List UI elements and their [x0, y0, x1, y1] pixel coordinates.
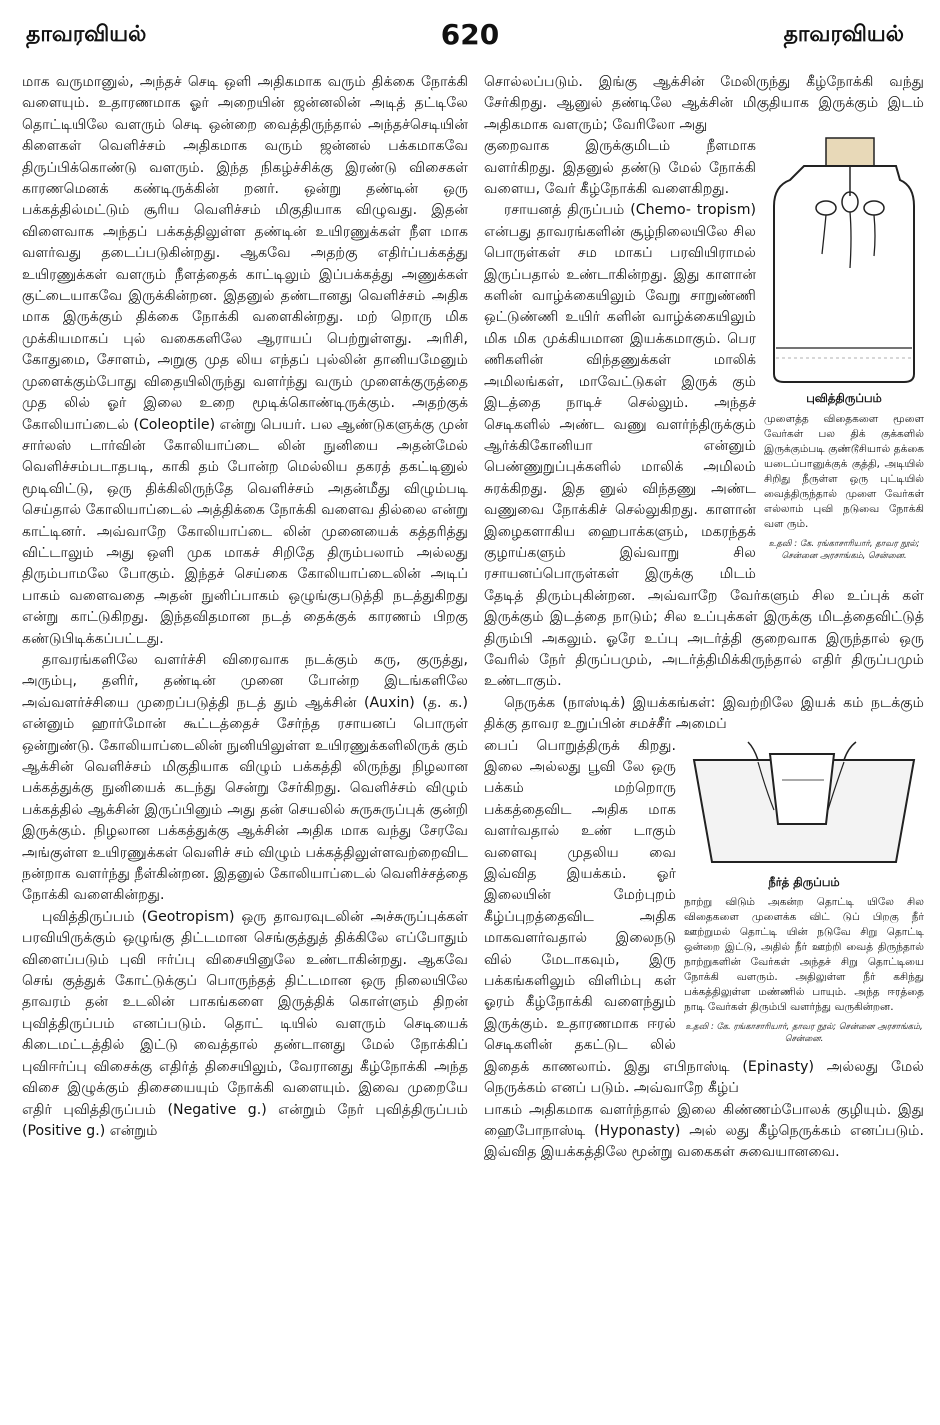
pot-illustration	[684, 740, 924, 870]
paragraph: குறைவாக இருக்குமிடம் நீளமாக வளர்கிறது. இதனுல் தண்டு மேல் நோக்கி வளைய, வேர் கீழ்நோக்கி வளைகிறது.	[484, 138, 756, 198]
paragraph: சொல்லப்படும். இங்கு ஆக்சின் மேலிருந்து கீழ்நோக்கி வந்து சேர்கிறது. ஆனுல் தண்டிலே ஆக்சின் மிகுதியாக இருக்கும் இடம் அதிகமாக வளரும்; வேரிலோ அது	[484, 74, 924, 133]
paragraph: தாவரங்களிலே வளர்ச்சி விரைவாக நடக்கும் கரு, குருத்து, அரும்பு, தளிர், தண்டின் முனை போன்ற இடங்களிலே அவ்வளர்ச்சியை முறைப்படுத்தி நடத் தும் ஆக்சின் (Auxin) (த. க.) என்னும் ஹார்மோன் கூட்டத்தைச் சேர்ந்த ரசாயனப் பொருள் ஒன்றுண்டு. கோலியாப்டைலின் நுனியிலுள்ள உயிரணுக்களிலிருக் கும் ஆக்சின் வெளிச்சம் மிகுதியாக விழும் பக்கத்தி லிருந்து நிழலான பக்கத்துக்கு நுனியைக் கடந்து சென்று சேர்கிறது. வெளிச்சம் விழும் பக்கத்தில் ஆக்சின் இருப்பினும் அது தன் செயலில் சுருசுருப்புக் குன்றி இருக்கும். நிழலான பக்கத்துக்கு ஆக்சின் அதிக மாக வந்து சேரவே அங்குள்ள உயிரணுக்கள் வெளிச் சம் விழும் பக்கத்திலுள்ளவற்றைவிட நன்றாக வளர்ந்து நீள்கின்றன. இதனுல் கோலியாப்டைல் வெளிச்சத்தை நோக்கி வளைகின்றது.	[22, 651, 468, 904]
jar-illustration	[764, 136, 924, 386]
figure-description: முளைத்த விதைகளை மூளை வேர்கள் பல திக் குக்களில் இருக்கும்படி குண்டூசியால் தக்கை யடைப்பானுக்குக் குத்தி, அடியில் சிறிது நீருள்ள ஒரு புட்டியில் வைத்திருந்தால் முளை வேர்கள் எல்லாம் புவி நடுவை நோக்கி வள ரும்.	[764, 412, 924, 530]
paragraph: நெருக்க (நாஸ்டிக்) இயக்கங்கள்: இவற்றிலே இயக் கம் நடக்கும் திக்கு தாவர உறுப்பின் சமச்சீர் அமைப்	[484, 694, 924, 733]
paragraph: பைப் பொறுத்திருக் கிறது. இலை அல்லது பூவி லே ஒரு பக்கம் மற்றொரு பக்கத்தைவிட அதிக மாக வளர்வதால் உண் டாகும் வளைவு முதலிய வை இவ்வித இயக்கம். ஓர் இலையின் மேற்புறம் கீழ்ப்புறத்தைவிட அதிக மாகவளர்வதால் இலைநடு வில் மேடாகவும், இரு பக்கங்களிலும் விளிம்பு கள் ஓரம் கீழ்நோக்கி வளைந்தும் இருக்கும். உதாரணமாக ஈரல் செடிகளின் தகட்டுட லில் இதைக் காணலாம். இது எபிநாஸ்டி (Epinasty) அல்லது மேல் நெருக்கம் எனப் படும். அவ்வாறே கீழ்ப்	[484, 737, 924, 1097]
figure-credit: உதவி : கே. ரங்காசாரியார், தாவர நூல்; சென்னை அரசாங்கம், சென்னை.	[685, 1022, 923, 1044]
figure-geotropism	[764, 136, 924, 567]
paragraph: ரசாயனத் திருப்பம் (Chemo- tropism) என்பது தாவரங்களின் சூழ்நிலையிலே சில பொருள்கள் சம மாகப் பரவியிராமல் இருப்பதால் உண்டாகின்றது. இது காளான் களின் வாழ்க்கையிலும் வேறு சாறுண்ணி ஒட்டுண்ணி உயிர் களின் வாழ்க்கையிலும் மிக மிக முக்கியமான இயக்கமாகும். பெர ணிகளின் விந்தணுக்கள் மாலிக் அமிலங்கள், மாவேட்டுகள் இருக் கும் இடத்தை நாடிச் செல்லும். அந்தச் செடிகளில் அண்ட வணு வளர்ந்திருக்கும் ஆர்க்கிகோனியா என்னும் பெண்ணுறுப்புக்களில் மாலிக் அமிலம் சுரக்கிறது. இத னுல் விந்தணு அண்ட வணுவை நோக்கிச் செல்லுகிறது. காளான் இழைகளாகிய ஹைபாக்களும், மகரந்தக் குழாய்களும் இவ்வாறு சில ரசாயனப்பொருள்கள் இருக்கு மிடம் தேடித் திரும்புகின்றன. அவ்வாறே வேர்களும் சில உப்புக் கள் இருக்கும் இடத்தை நாடும்; சில உப்புக்கள் இருக்கு மிடத்தைவிட்டுத் திரும்பி அகலும். ஓரே உப்பு அடர்த்தி குறைவாக இருந்தால் ஒரு வேரில் நேர் திருப்பமும், அடர்த்திமிக்கிருந்தால் எதிர் திருப்பமும் உண்டாகும்.	[484, 202, 924, 690]
page-number: 620	[440, 18, 500, 51]
left-column	[22, 72, 468, 1142]
paragraph: மாக வருமானுல், அந்தச் செடி ஒளி அதிகமாக வரும் திக்கை நோக்கி வளையும். உதாரணமாக ஓர் அறையின் ஜன்னலின் அடித் தட்டிலே தொட்டியிலே வளரும் செடி ஒன்றை வைத்திருந்தால் அந்தச்செடியின் கிளைகள் வெளிச்சம் அதிகமாக வரும் ஜன்னல் பக்கமாகவே திருப்பிக்கொண்டு வளரும். இந்த நிகழ்ச்சிக்கு இரண்டு விசைகள் காரணமெனக் கண்டிருக்கின் றனர். ஒன்று தண்டின் ஒரு பக்கத்தில்மட்டும் சூரிய வெளிச்சம் மிகுதியாக விழுவது. இதன் விளைவாக அந்தப் பக்கத்திலுள்ள தண்டின் உயிரணுக்கள் நீள மாக வளர்வது தடைப்படுகின்றது. ஆகவே அதற்கு எதிர்ப்பக்கத்து உயிரணுக்கள் வளரும் நீளத்தைக் காட்டிலும் இப்பக்கத்து அணுக்கள் குட்டையாகவே இருக்கின்றன. இதனுல் தண்டானது வெளிச்சம் அதிக மாக இருக்கும் திக்கை நோக்கி வளைகின்றது. மற் றொரு மிக முக்கியமாகப் புல் வகைகளிலே ஆராயப் பெற்றுள்ளது. அரிசி, கோதுமை, சோளம், அறுகு முத லிய எந்தப் புல்லின் தானியமேனும் முளைக்கும்போது விதையிலிருந்து வளர்ந்து வரும் முளைக்குருத்தை முத லில் ஓர் இலை உறை மூடிக்கொண்டிருக்கும். அதற்குக் கோலியாப்டைல் (Coleoptile) என்று பெயர். பல ஆண்டுகளுக்கு முன் சார்லஸ் டார்வின் கோலியாப்டை லின் நுனியை அதன்மேல் வெளிச்சம்படாதபடி, காகி தம் போன்ற மெல்லிய தகரத் தகட்டினுல் மூடிவிட்டு, ஒரு திக்கிலிருந்தே வெளிச்சம் அதன்மீது விழும்படி செய்தால் கோலியாப்டைல் அத்திக்கை நோக்கி வளைவ தில்லை என்று காட்டினர். அவ்வாறே கோலியாப்டை லின் முனையைக் கத்தரித்து விட்டாலும் அது ஒளி முக மாகச் சிறிதே திரும்பலாம் அல்லது திரும்பாமலே போகும். இந்தச் செய்கை கோலியாப்டைலின் அடிப் பாகம் வளைவதை அதன் நுனிப்பாகம் ஒழுங்குபடுத்தி நடத்துகிறது என்று காட்டுகிறது. இந்தவிதமான நடத் தைக்குக் காரணம் பிறகு கண்டுபிடிக்கப்பட்டது.	[22, 74, 468, 647]
right-column	[484, 72, 924, 1164]
paragraph: புவித்திருப்பம் (Geotropism) ஒரு தாவரவுடலின் அச்சுருப்புக்கள் பரவியிருக்கும் ஒழுங்கு திட்டமான செங்குத்துத் திக்கிலே எப்போதும் விளைப்படும் புவி ஈர்ப்பு விசையினுலே உண்டாகின்றது. ஆகவே செங் குத்துக் கோட்டுக்குப் பொருந்தத் திட்டமான ஒரு நிலையிலே தாவரம் தன் உடலின் பாகங்களை இருத்திக் கொள்ளும் திறன் புவித்திருப்பம் எனப்படும். தொட் டியில் வளரும் செடியைக் கிடைமட்டத்தில் இட்டு வைத்தால் தண்டானது மேல் நோக்கிப் புவிஈர்ப்பு விசைக்கு எதிர்த் திசையிலும், வேரானது கீழ்நோக்கி அந்த விசை இழுக்கும் திசையையும் நோக்கி வளையும். இவை முறையே எதிர் புவித்திருப்பம் (Negative g.) என்றும் நேர் புவித்திருப்பம் (Positive g.) என்றும்	[22, 908, 468, 1139]
running-head-left: தாவரவியல்	[26, 22, 147, 47]
figure-caption: நீர்த் திருப்பம்	[768, 874, 840, 889]
figure-credit: உதவி : கே. ரங்காசாரியார், தாவர நூல்; சென்னை அரசாங்கம், சென்னை.	[768, 538, 920, 561]
figure-caption: புவித்திருப்பம்	[806, 391, 882, 406]
paragraph: பாகம் அதிகமாக வளர்ந்தால் இலை கிண்ணம்போலக் குழியும். இது ஹைபோநாஸ்டி (Hyponasty) அல் லது கீழ்நெருக்கம் எனப்படும். இவ்வித இயக்கத்திலே மூன்று வகைகள் சுவையானவை.	[484, 1101, 924, 1161]
running-head-right: தாவரவியல்	[783, 22, 904, 47]
figure-hydrotropism	[684, 740, 924, 1051]
figure-description: நாற்று விடும் அகன்ற தொட்டி யிலே சில விதைகளை முளைக்க விட் டுப் பிறகு நீர் ஊற்றுமல் தொட்டி யின் நடுவே சிறு தொட்டி ஒன்றை இட்டு, அதில் நீர் ஊற்றி வைத் திருந்தால் நாற்றுகளின் வேர்கள் அந்தச் சிறு தொட்டியை நோக்கி வளரும். அதிலுள்ள நீர் கசிந்து பக்கத்திலுள்ள மண்ணில் பாயும். அந்த ஈரத்தை நாடி வேர்கள் திரும்பி வளர்ந்து வருகின்றன.	[684, 896, 924, 1013]
